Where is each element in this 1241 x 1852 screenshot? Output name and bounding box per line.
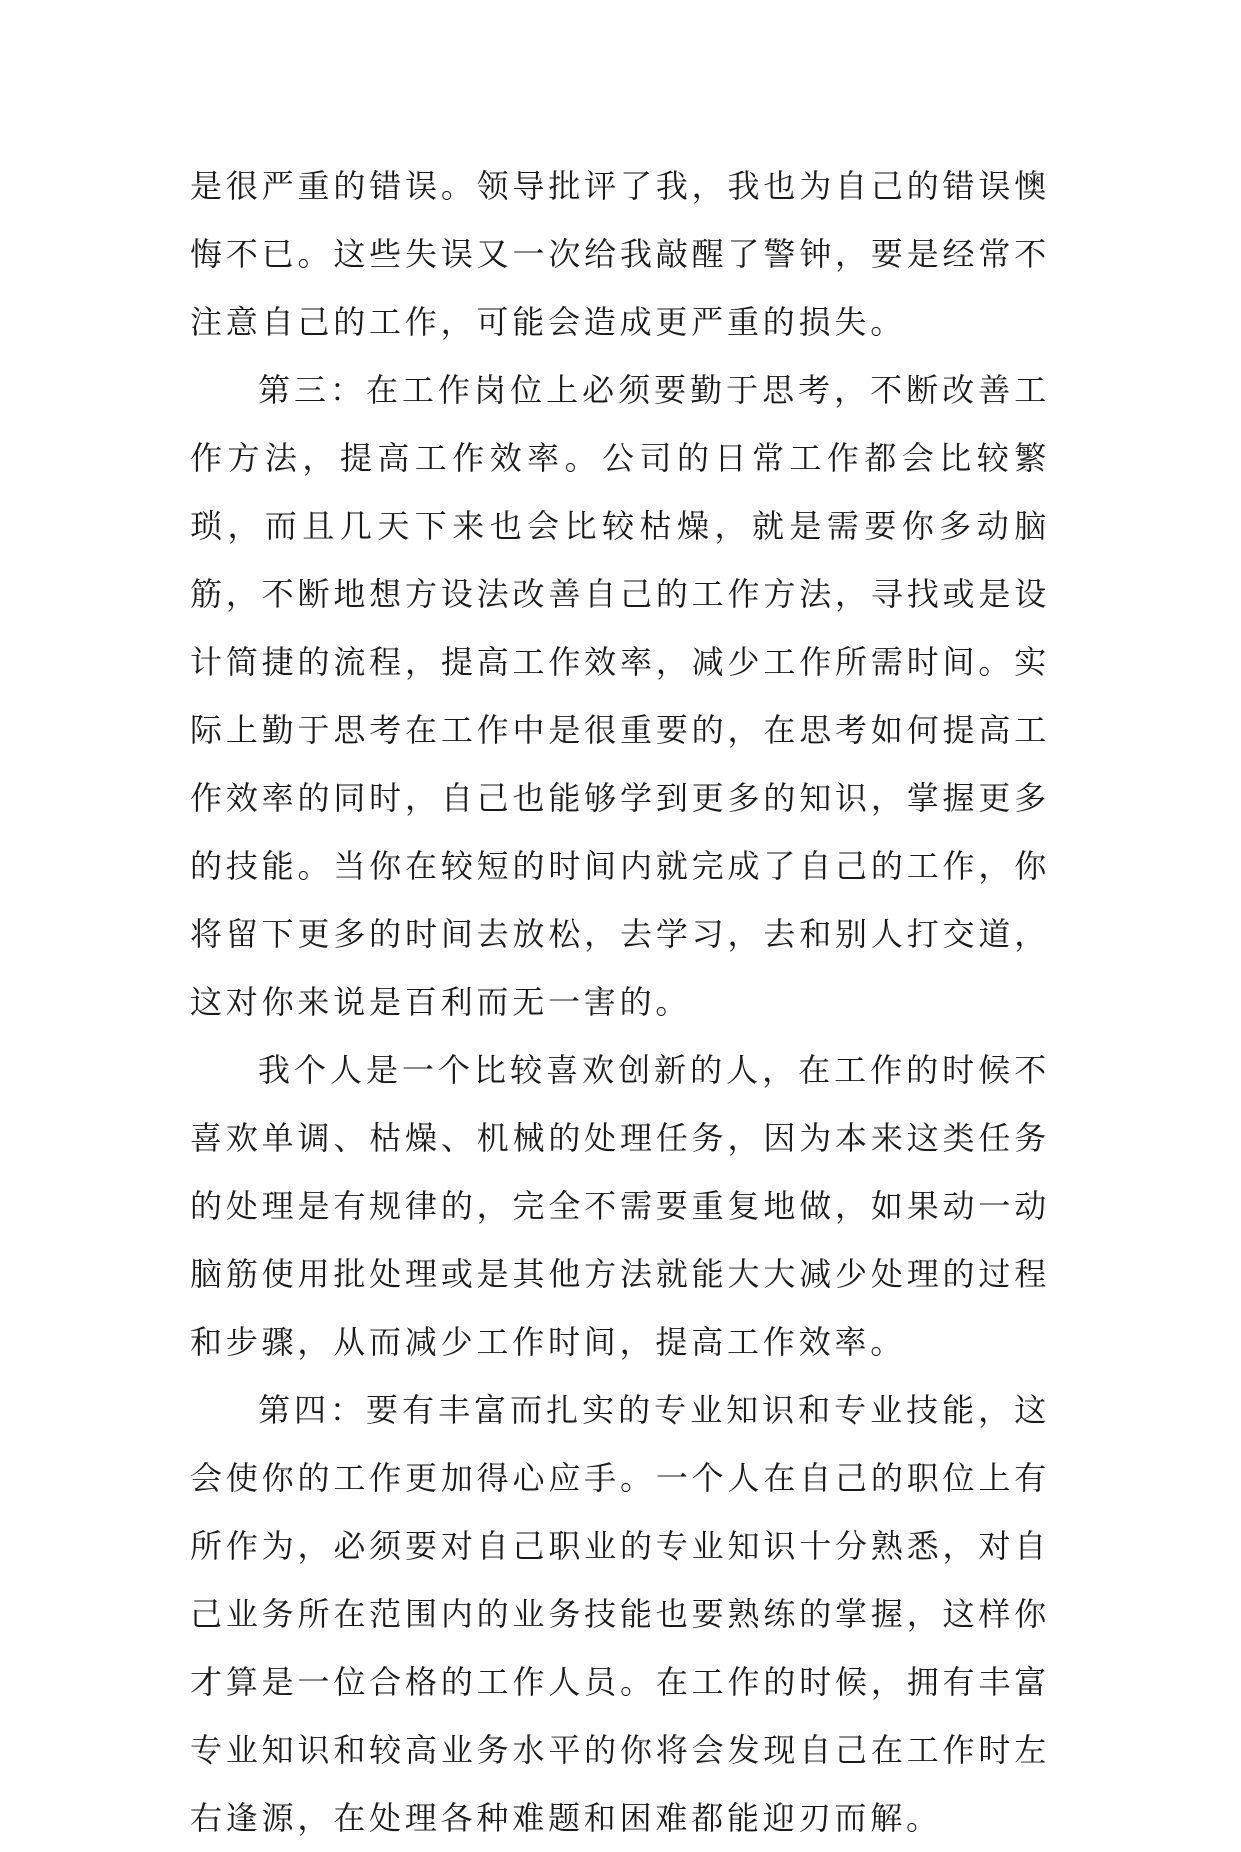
paragraph-3: 我个人是一个比较喜欢创新的人，在工作的时候不喜欢单调、枯燥、机械的处理任务，因为本来这类任务的处理是有规律的，完全不需要重复地做，如果动一动脑筋使用批处理或是其他方法就能大大减少处理的过程和步骤，从而减少工作时间，提高工作效率。 (190, 1051, 1050, 1361)
paragraph-4: 第四：要有丰富而扎实的专业知识和专业技能，这会使你的工作更加得心应手。一个人在自己的职位上有所作为，必须要对自己职业的专业知识十分熟悉，对自己业务所在范围内的业务技能也要熟练的掌握，这样你才算是一位合格的工作人员。在工作的时候，拥有丰富专业知识和较高业务水平的你将会发现自己在工作时左右逢源，在处理各种难题和困难都能迎刃而解。 (190, 1391, 1050, 1837)
paragraph-1: 是很严重的错误。领导批评了我，我也为自己的错误懊悔不已。这些失误又一次给我敲醒了警钟，要是经常不注意自己的工作，可能会造成更严重的损失。 (190, 167, 1050, 341)
paragraph-2: 第三：在工作岗位上必须要勤于思考，不断改善工作方法，提高工作效率。公司的日常工作都会比较繁琐，而且几天下来也会比较枯燥，就是需要你多动脑筋，不断地想方设法改善自己的工作方法，寻找或是设计简捷的流程，提高工作效率，减少工作所需时间。实际上勤于思考在工作中是很重要的，在思考如何提高工作效率的同时，自己也能够学到更多的知识，掌握更多的技能。当你在较短的时间内就完成了自己的工作，你将留下更多的时间去放松，去学习，去和别人打交道，这对你来说是百利而无一害的。 (190, 371, 1050, 1021)
document-body (190, 152, 1050, 1852)
